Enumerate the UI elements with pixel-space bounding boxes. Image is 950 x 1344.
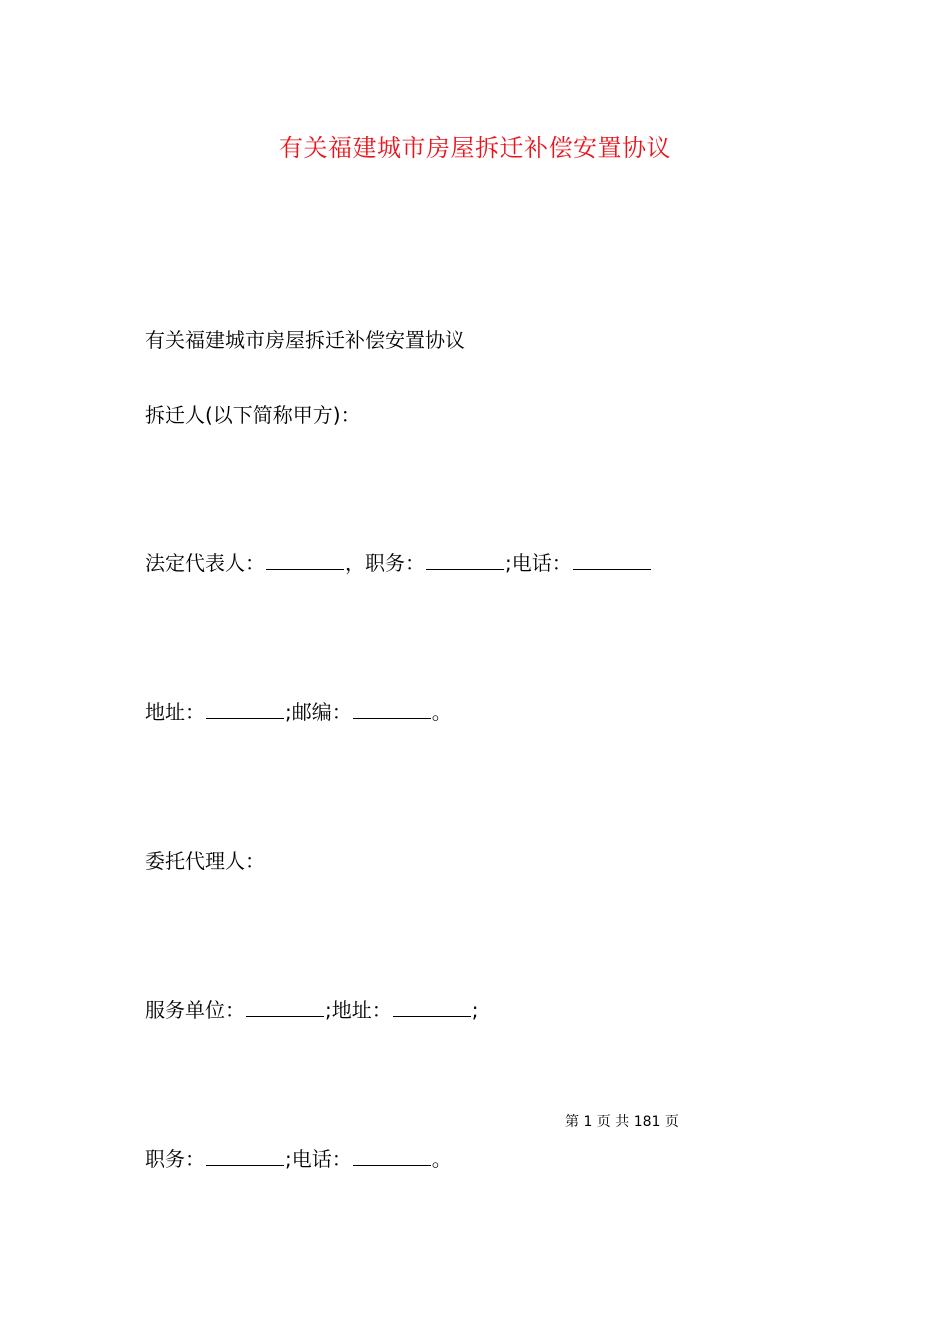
service-address-label: ;地址：	[325, 998, 392, 1022]
position-blank	[426, 551, 504, 570]
demolisher-label: 拆迁人(以下简称甲方)：	[145, 403, 361, 427]
legal-rep-blank	[266, 551, 344, 570]
legal-representative-line	[145, 548, 652, 578]
phone-label: ;电话：	[505, 551, 572, 575]
agent-phone-label: ;电话：	[285, 1147, 352, 1171]
address-blank	[206, 700, 284, 719]
agent-position-blank	[206, 1147, 284, 1166]
service-unit-line	[145, 995, 479, 1025]
address-line-end: 。	[431, 700, 452, 724]
agent-phone-blank	[353, 1147, 431, 1166]
address-label: 地址：	[145, 700, 205, 724]
service-line-end: ;	[471, 998, 479, 1022]
postcode-label: ;邮编：	[285, 700, 352, 724]
legal-rep-label: 法定代表人：	[145, 551, 265, 575]
agent-position-line	[145, 1144, 452, 1174]
page-indicator: 第 1 页 共 181 页	[565, 1114, 679, 1130]
postcode-blank	[353, 700, 431, 719]
service-address-blank	[393, 998, 471, 1017]
phone-blank	[573, 551, 651, 570]
service-unit-blank	[246, 998, 324, 1017]
document-title: 有关福建城市房屋拆迁补偿安置协议	[279, 134, 671, 162]
service-unit-label: 服务单位：	[145, 998, 245, 1022]
agreement-heading: 有关福建城市房屋拆迁补偿安置协议	[145, 328, 465, 352]
agent-position-label: 职务：	[145, 1147, 205, 1171]
address-line	[145, 697, 452, 727]
position-label: ，职务：	[345, 551, 425, 575]
agent-label: 委托代理人：	[145, 849, 265, 873]
position-line-end: 。	[431, 1147, 452, 1171]
